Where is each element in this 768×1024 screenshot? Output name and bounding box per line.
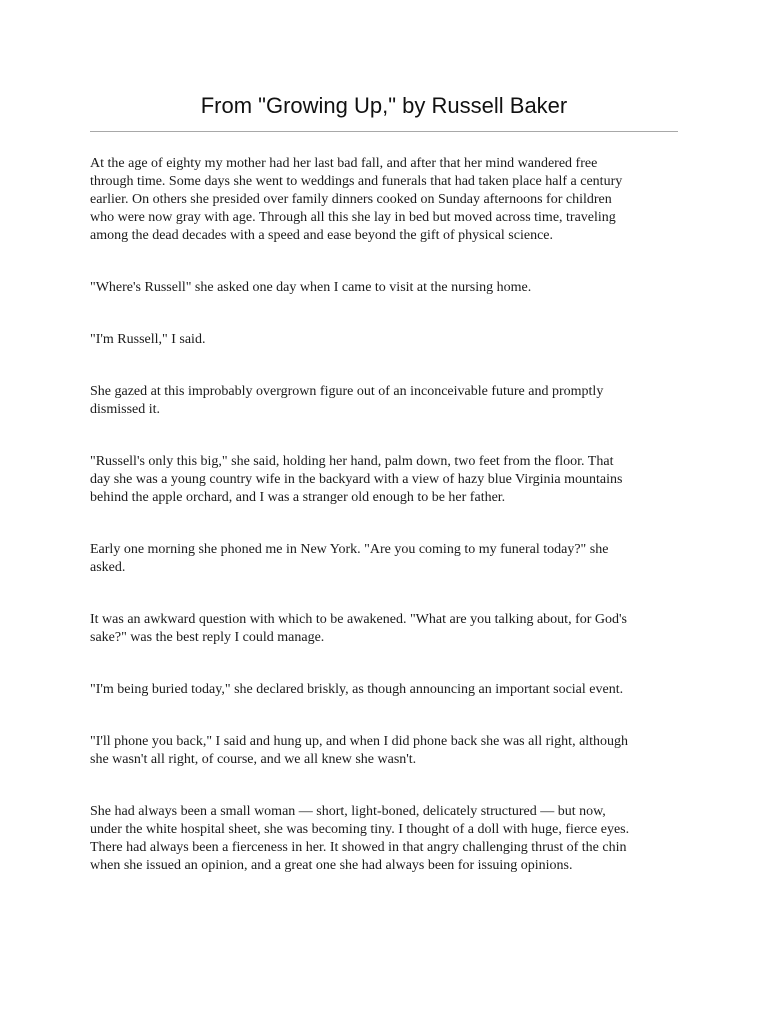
paragraph-9: "I'll phone you back," I said and hung up, and when I did phone back she was all right, although she wasn't all right, of course, and we all knew she wasn't. (90, 734, 629, 767)
paragraph-8: "I'm being buried today," she declared briskly, as though announcing an important social event. (90, 682, 624, 697)
paragraph-5: "Russell's only this big," she said, holding her hand, palm down, two feet from the floor. That day she was a young country wife in the backyard with a view of hazy blue Virginia mountains behind the apple orchard, and I was a stranger old enough to be her father. (90, 454, 623, 505)
paragraph-7: It was an awkward question with which to be awakened. "What are you talking about, for God's sake?" was the best reply I could manage. (90, 612, 627, 645)
paragraph-4: She gazed at this improbably overgrown figure out of an inconceivable future and promptly dismissed it. (90, 384, 604, 417)
paragraph-1: At the age of eighty my mother had her last bad fall, and after that her mind wandered free through time. Some days she went to weddings and funerals that had taken place half a century earlier. On others she presided over family dinners cooked on Sunday afternoons for children who were now gray with age. Through all this she lay in bed but moved across time, traveling among the dead decades with a speed and ease beyond the gift of physical science. (90, 156, 623, 243)
document-body (90, 155, 678, 909)
paragraph-3: "I'm Russell," I said. (90, 332, 206, 347)
paragraph-2: "Where's Russell" she asked one day when I came to visit at the nursing home. (90, 280, 532, 295)
document-title: From "Growing Up," by Russell Baker (200, 93, 568, 118)
paragraph-6: Early one morning she phoned me in New York. "Are you coming to my funeral today?" she asked. (90, 542, 609, 575)
title-divider (90, 131, 678, 132)
paragraph-10: She had always been a small woman — short, light-boned, delicately structured — but now, under the white hospital sheet, she was becoming tiny. I thought of a doll with huge, fierce eyes. There had always been a fierceness in her. It showed in that angry challenging thrust of the chin when she issued an opinion, and a great one she had always been for issuing opinions. (90, 804, 630, 873)
